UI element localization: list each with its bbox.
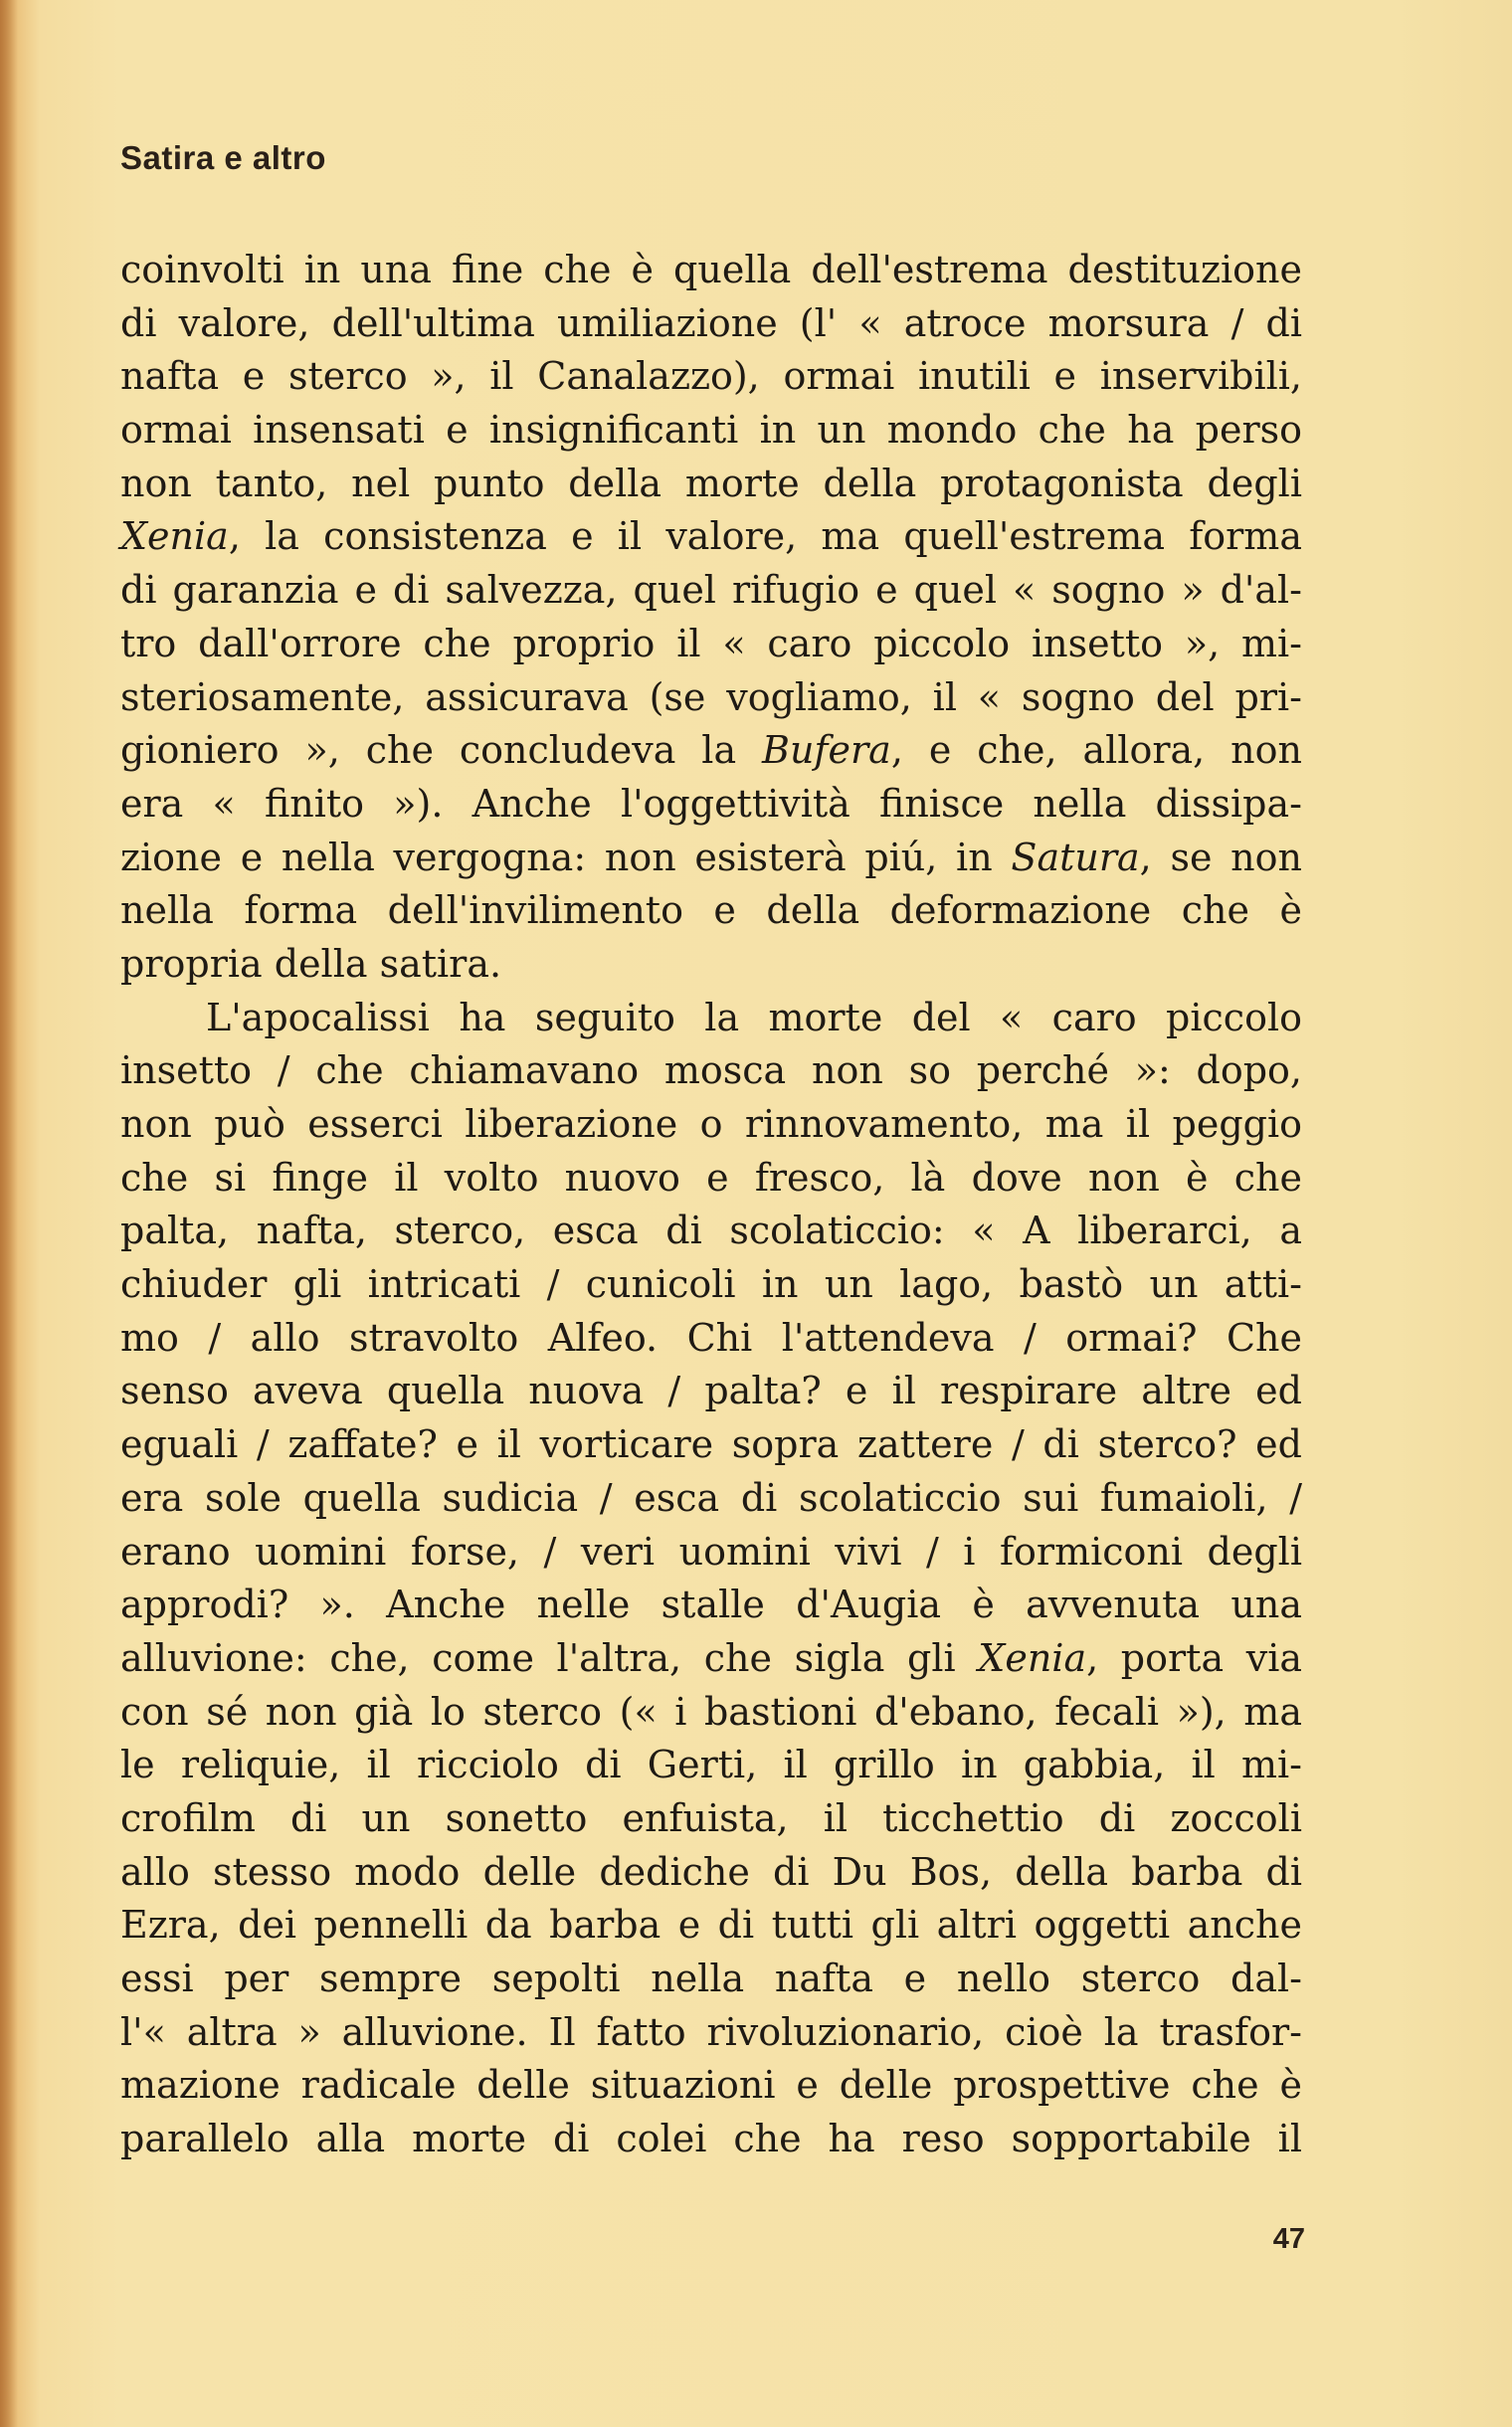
text-line: zione e nella vergogna: non esisterà piú, in Satura, se non [120,835,1302,879]
body-text [120,244,1302,2166]
text-line: mo / allo stravolto Alfeo. Chi l'attendeva / ormai? Che [120,1315,1302,1360]
text-line: l'« altra » alluvione. Il fatto rivoluzionario, cioè la trasfor- [120,2009,1302,2054]
text-line: nella forma dell'invilimento e della deformazione che è [120,888,1302,933]
text-line: non può esserci liberazione o rinnovamento, ma il peggio [120,1102,1302,1146]
text-line: gioniero », che concludeva la Bufera, e che, allora, non [120,728,1302,773]
text-line: L'apocalissi ha seguito la morte del « caro piccolo [206,995,1302,1039]
text-line: erano uomini forse, / veri uomini vivi / i formiconi degli [120,1529,1302,1574]
spine-shadow [0,0,18,2427]
running-head: Satira e altro [120,139,326,176]
text-line: Ezra, dei pennelli da barba e di tutti gli altri oggetti anche [120,1903,1302,1948]
text-line: non tanto, nel punto della morte della protagonista degli [120,461,1302,505]
text-line: essi per sempre sepolti nella nafta e nello sterco dal- [120,1957,1302,2000]
text-line: era « finito »). Anche l'oggettività finisce nella dissipa- [120,781,1302,826]
text-line: nafta e sterco », il Canalazzo), ormai inutili e inservibili, [120,354,1302,399]
text-line: Xenia, la consistenza e il valore, ma quell'estrema forma [120,514,1302,559]
text-line: le reliquie, il ricciolo di Gerti, il grillo in gabbia, il mi- [120,1743,1302,1787]
text-line: senso aveva quella nuova / palta? e il respirare altre ed [120,1369,1302,1413]
text-line: parallelo alla morte di colei che ha reso sopportabile il [120,2117,1302,2161]
text-line: insetto / che chiamavano mosca non so perché »: dopo, [120,1048,1302,1093]
text-line: steriosamente, assicurava (se vogliamo, il « sogno del pri- [120,674,1302,719]
text-line: che si finge il volto nuovo e fresco, là dove non è che [120,1155,1302,1200]
text-line: palta, nafta, sterco, esca di scolaticcio: « A liberarci, a [120,1209,1302,1253]
text-line: era sole quella sudicia / esca di scolaticcio sui fumaioli, / [120,1475,1302,1520]
text-line: coinvolti in una fine che è quella dell'estrema destituzione [120,248,1302,291]
page-number: 47 [1272,2223,1305,2255]
text-line: ormai insensati e insignificanti in un mondo che ha perso [120,408,1302,453]
text-line: chiuder gli intricati / cunicoli in un lago, bastò un atti- [120,1262,1302,1307]
text-line: con sé non già lo sterco (« i bastioni d'ebano, fecali »), ma [120,1689,1302,1734]
text-line: di garanzia e di salvezza, quel rifugio e quel « sogno » d'al- [120,568,1302,613]
text-line: allo stesso modo delle dediche di Du Bos, della barba di [120,1849,1302,1894]
text-line: tro dall'orrore che proprio il « caro piccolo insetto », mi- [120,621,1302,665]
text-line: propria della satira. [120,941,502,986]
text-line: di valore, dell'ultima umiliazione (l' « atroce morsura / di [120,300,1302,345]
text-line: approdi? ». Anche nelle stalle d'Augia è avvenuta una [120,1583,1302,1627]
text-line: crofilm di un sonetto enfuista, il ticchettio di zoccoli [120,1795,1302,1840]
text-line: mazione radicale delle situazioni e delle prospettive che è [120,2063,1302,2108]
text-line: alluvione: che, come l'altra, che sigla gli Xenia, porta via [120,1635,1302,1680]
text-line: eguali / zaffate? e il vorticare sopra zattere / di sterco? ed [120,1422,1302,1467]
